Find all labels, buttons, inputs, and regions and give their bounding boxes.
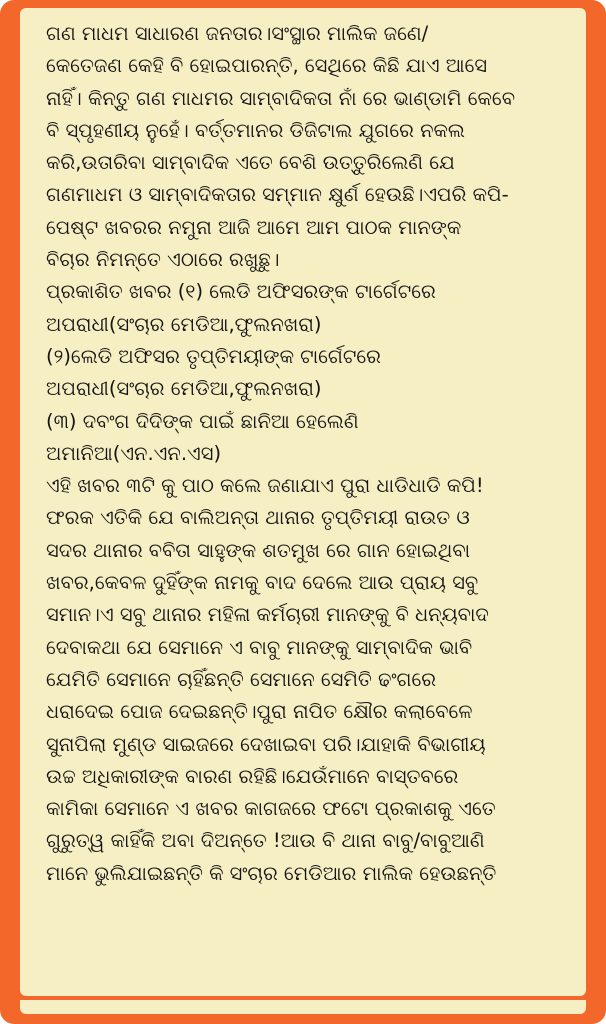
article-line: ଗଣ ମାଧମ ସାଧାରଣ ଜନତାର।ସଂସ୍ଥାର ମାଲିକ ଜଣେ/ [46,22,429,45]
article-line: ଉଚ୍ଚ ଅଧିକାରୀଙ୍କ ବାରଣ ରହିଛି।ଯେଉଁମାନେ ବାସ୍ତବରେ [46,764,459,788]
article-line: କେତେଜଣ କେହି ବି ହୋଇପାରନ୍ତି, ସେଥିରେ କିଛି ଯାଏ ଆସେ [46,54,488,78]
article-line: ଖବର,କେବଳ ଦୁହିଁଙ୍କ ନାମକୁ ବାଦ ଦେଲେ ଆଉ ପ୍ରାୟ ସବୁ [46,571,479,595]
article-line: ପେଷ୍ଟ ଖବରର ନମୁନା ଆଜି ଆମେ ଆମ ପାଠକ ମାନଙ୍କ [46,215,462,239]
article-line: ବି ସ୍ପୃହଣୀୟ ନୁହେଁ। ବର୍ତ୍ତମାନର ଡିଜିଟାଲ ଯୁଗରେ ନକଲ [46,118,465,142]
article-line: ଅପରାଧୀ(ସଂଚାର ମେଡିଆ,ଫୁଲନଖରା) [46,312,322,336]
article-line: ଧରାଦେଇ ପୋଜ ଦେଇଛନ୍ତି।ପୁରା ନାପିତ କ୍ଷୌର କଲାବେଳେ [46,700,473,724]
card-bottom-strip [20,1000,586,1014]
article-line: କାମିକା ସେମାନେ ଏ ଖବର କାଗଜରେ ଫଟୋ ପ୍ରକାଶକୁ ଏତେ [46,797,496,821]
article-line: ଗଣମାଧମ ଓ ସାମ୍ବାଦିକତାର ସମ୍ମାନ କ୍ଷୁର୍ଣ ହେଉଛି।ଏପରି କପି- [46,183,509,207]
article-line: କରି,ଉତାରିବା ସାମ୍ବାଦିକ ଏତେ ବେଶି ଉତ୍ତୁରିଲେଣି ଯେ [46,151,455,175]
article-text [46,18,578,890]
article-line: (୨)ଲେଡି ଅଫିସର ତୃପ୍ତିମୟୀଙ୍କ ଟାର୍ଗେଟରେ [46,344,381,368]
article-line: ଅପରାଧୀ(ସଂଚାର ମେଡିଆ,ଫୁଲନଖରା) [46,377,322,401]
article-line: ମାନେ ଭୁଲିଯାଇଛନ୍ତି କି ସଂଚାର ମେଡିଆର ମାଲିକ ହେଉଛନ୍ତି [46,861,497,885]
article-line: ନାହିଁ। କିନ୍ତୁ ଗଣ ମାଧମର ସାମ୍ବାଦିକତା ନାଁ ରେ ଭାଣ୍ଡାମି କେବେ [46,86,515,110]
article-line: (୩) ଦବଂଗ ଦିଦିଙ୍କ ପାଇଁ ଛାନିଆ ହେଲେଣି [46,409,359,433]
article-line: ଅମାନିଆ(ଏନ.ଏନ.ଏସ) [46,441,222,465]
article-line: ଫରକ ଏତିକି ଯେ ବାଲିଅନ୍ତା ଥାନାର ତୃପ୍ତିମୟୀ ରାଉତ ଓ [46,506,470,530]
article-line: ପ୍ରକାଶିତ ଖବର (୧) ଲେଡି ଅଫିସରଙ୍କ ଟାର୍ଗେଟରେ [46,280,436,304]
article-line: ଯେମିତି ସେମାନେ ଚାହିଁଛନ୍ତି ସେମାନେ ସେମିତି ଢଂଗରେ [46,667,437,691]
article-line: ବିଚାର ନିମନ୍ତେ ଏଠାରେ ରଖୁଛୁ। [46,248,280,272]
article-line: ସଦର ଥାନାର ବବିତା ସାହୁଙ୍କ ଶତମୁଖ ରେ ଗାନ ହୋଇଥିବା [46,538,471,562]
article-line: ଏହି ଖବର ୩ଟି କୁ ପାଠ କଲେ ଜଣାଯାଏ ପୁରା ଧାଡିଧାଡି କପି! [46,474,484,498]
article-line: ଦେବାକଥା ଯେ ସେମାନେ ଏ ବାବୁ ମାନଙ୍କୁ ସାମ୍ବାଦିକ ଭାବି [46,635,473,659]
article-line: ସମାନ।ଏ ସବୁ ଥାନାର ମହିଳା କର୍ମଚାରୀ ମାନଙ୍କୁ ବି ଧନ୍ୟବାଦ [46,603,489,627]
article-line: ସୁନାପିଲା ମୁଣ୍ଡ ସାଇଜରେ ଦେଖାଇବା ପରି।ଯାହାକି ବିଭାଗୀୟ [46,732,486,756]
article-line: ଗୁରୁତ୍ୱ କାହିଁକି ଅବା ଦିଅନ୍ତେ !ଆଉ ବି ଥାନା ବାବୁ/ବାବୁଆଣି [46,829,485,853]
text-card [20,8,586,996]
